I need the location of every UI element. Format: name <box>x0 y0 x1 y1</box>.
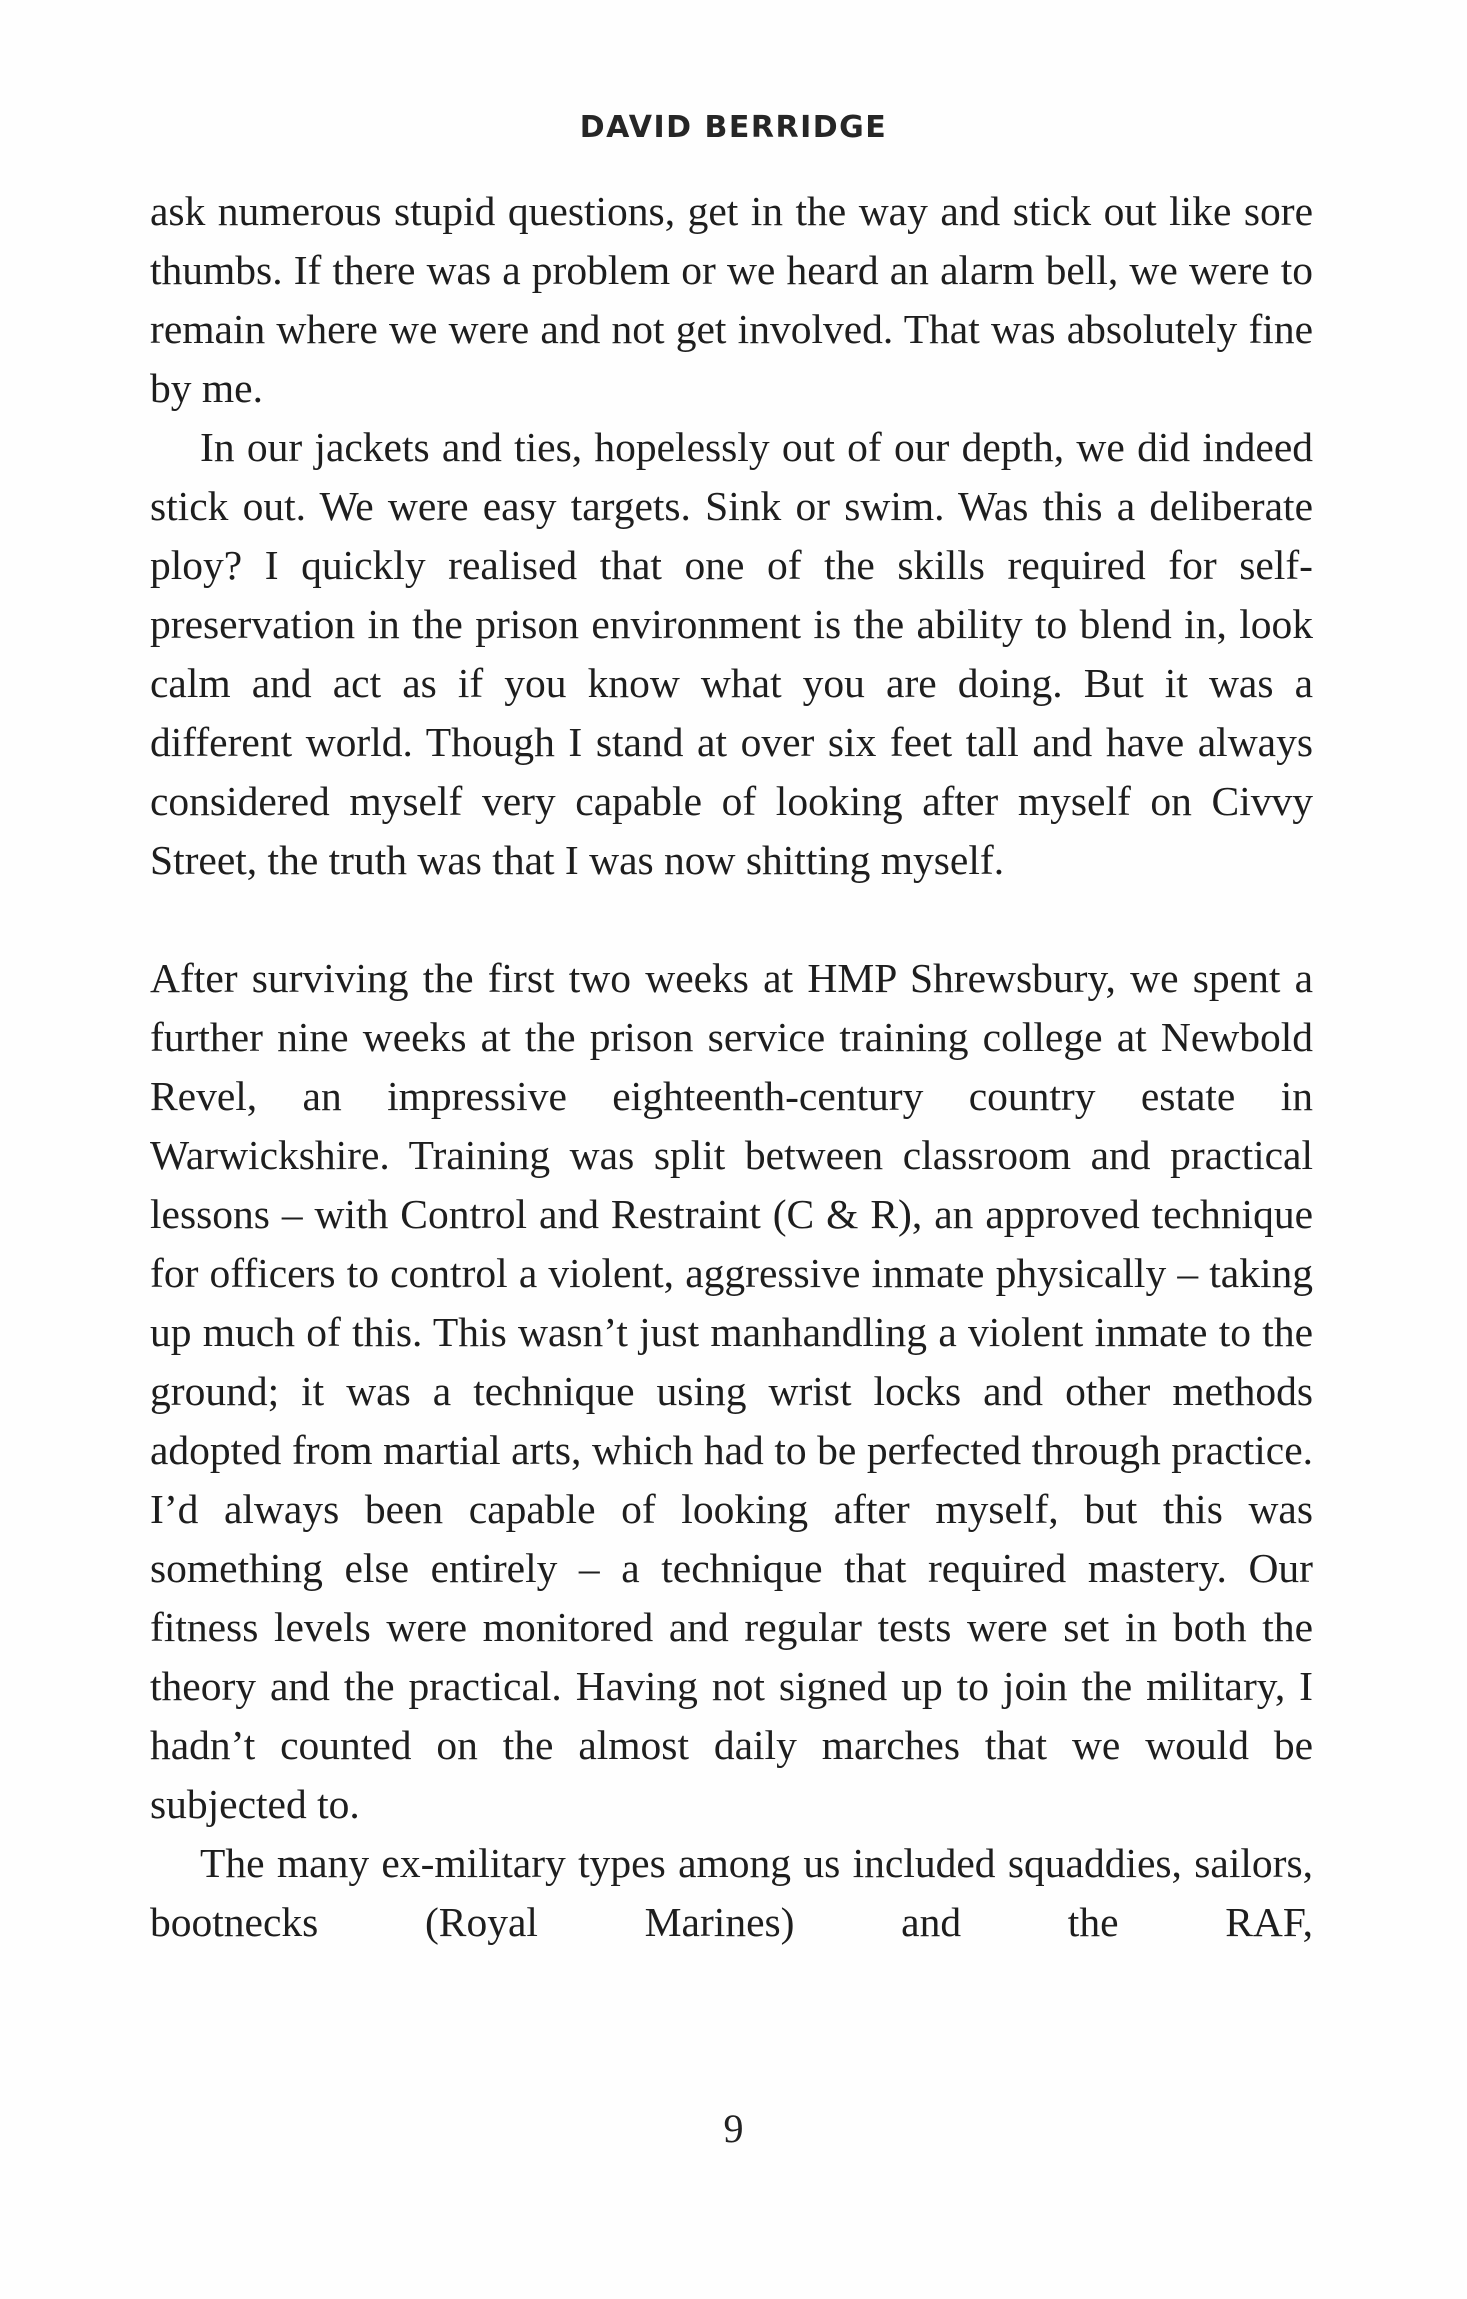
running-head: DAVID BERRIDGE <box>579 110 888 145</box>
paragraph-ex-military: The many ex-military types among us included squaddies, sailors, bootnecks (Royal Marines) and the RAF, <box>150 1840 1313 1945</box>
page-number: 9 <box>723 2106 744 2151</box>
paragraph-jackets-and-ties: In our jackets and ties, hopelessly out of our depth, we did indeed stick out. We were easy targets. Sink or swim. Was this a deliberate ploy? I quickly realised that one of the skills required for self-preservation in the prison environment is the ability to blend in, look calm and act as if you know what you are doing. But it was a different world. Though I stand at over six feet tall and have always considered myself very capable of looking after myself on Civvy Street, the truth was that I was now shitting myself. <box>150 424 1313 883</box>
paragraph-continuation: ask numerous stupid questions, get in the way and stick out like sore thumbs. If there was a problem or we heard an alarm bell, we were to remain where we were and not get involved. That was absolutely fine by me. <box>150 188 1313 411</box>
body-text <box>150 182 1313 1952</box>
paragraph-newbold-revel: After surviving the first two weeks at HMP Shrewsbury, we spent a further nine weeks at the prison service training college at Newbold Revel, an impressive eighteenth-century country estate in Warwickshire. Training was split between classroom and practical lessons – with Control and Restraint (C & R), an approved technique for officers to control a violent, aggressive inmate physically – taking up much of this. This wasn’t just manhandling a violent inmate to the ground; it was a technique using wrist locks and other methods adopted from martial arts, which had to be perfected through practice. I’d always been capable of looking after myself, but this was something else entirely – a technique that required mastery. Our fitness levels were monitored and regular tests were set in both the theory and the practical. Having not signed up to join the military, I hadn’t counted on the almost daily marches that we would be subjected to. <box>150 955 1313 1827</box>
